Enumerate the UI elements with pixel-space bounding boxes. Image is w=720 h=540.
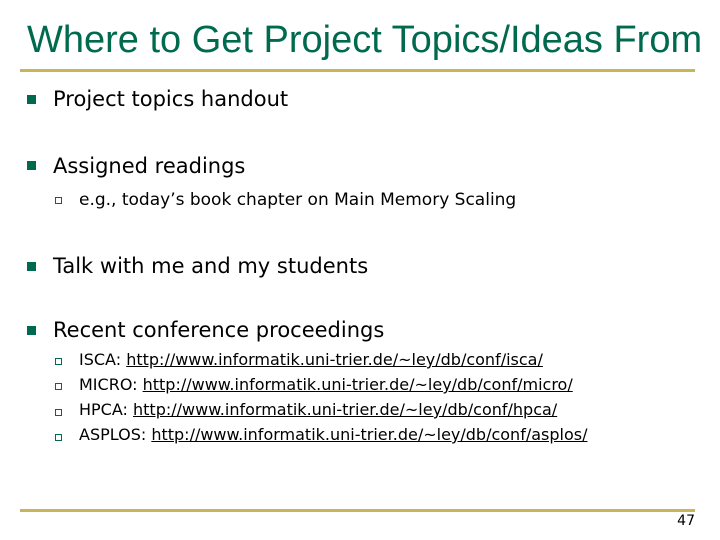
conference-item-hpca — [79, 400, 557, 420]
bullet-project-topics: Project topics handout — [53, 87, 289, 111]
hollow-square-bullet-icon — [55, 197, 62, 204]
conference-item-asplos — [79, 425, 587, 445]
conference-name: MICRO: — [79, 375, 138, 394]
sub-bullet-book-chapter: e.g., today’s book chapter on Main Memory Scaling — [79, 190, 517, 210]
hollow-square-bullet-icon — [55, 434, 62, 441]
conference-link-micro[interactable]: http://www.informatik.uni-trier.de/~ley/db/conf/micro/ — [142, 375, 573, 394]
title-divider — [20, 69, 695, 72]
conference-link-isca[interactable]: http://www.informatik.uni-trier.de/~ley/db/conf/isca/ — [126, 350, 543, 369]
conference-item-micro — [79, 375, 573, 395]
hollow-square-bullet-icon — [55, 383, 62, 390]
square-bullet-icon — [27, 326, 36, 335]
conference-name: ISCA: — [79, 350, 122, 369]
hollow-square-bullet-icon — [55, 409, 62, 416]
footer-divider — [20, 509, 695, 512]
square-bullet-icon — [27, 161, 36, 170]
hollow-square-bullet-icon — [55, 358, 62, 365]
conference-link-hpca[interactable]: http://www.informatik.uni-trier.de/~ley/db/conf/hpca/ — [133, 400, 558, 419]
square-bullet-icon — [27, 262, 36, 271]
conference-item-isca — [79, 350, 543, 370]
bullet-assigned-readings: Assigned readings — [53, 154, 246, 178]
page-number: 47 — [677, 513, 695, 529]
conference-link-asplos[interactable]: http://www.informatik.uni-trier.de/~ley/db/conf/asplos/ — [151, 425, 588, 444]
bullet-conference-proceedings: Recent conference proceedings — [53, 318, 385, 342]
square-bullet-icon — [27, 95, 36, 104]
bullet-talk-with-me: Talk with me and my students — [53, 254, 369, 278]
conference-name: ASPLOS: — [79, 425, 147, 444]
conference-name: HPCA: — [79, 400, 128, 419]
slide-title: Where to Get Project Topics/Ideas From — [27, 19, 703, 61]
